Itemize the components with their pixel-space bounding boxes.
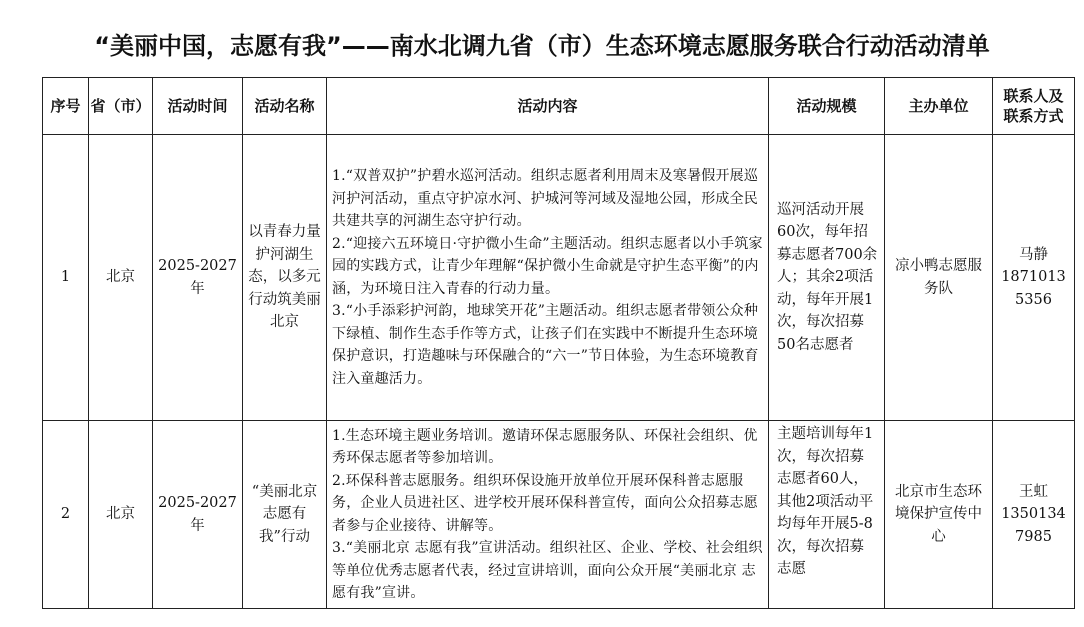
row-contact — [993, 421, 1075, 609]
table-row — [43, 135, 1075, 421]
header-content: 活动内容 — [327, 78, 769, 135]
header-scale: 活动规模 — [769, 78, 885, 135]
header-organizer: 主办单位 — [885, 78, 993, 135]
content-item: 1.“双普双护”护碧水巡河活动。组织志愿者利用周末及寒暑假开展巡河护河活动，重点守护凉水河、护城河等河域及湿地公园，形成全民共建共享的河湖生态守护行动。 — [332, 168, 759, 229]
content-item: 2.“迎接六五环境日·守护微小生命”主题活动。组织志愿者以小手筑家园的实践方式，让青少年理解“保护微小生命就是守护生态平衡”的内涵，为环境日注入青春的行动力量。 — [332, 235, 763, 297]
row-activity-scale: 主题培训每年1次，每次招募志愿者60人，其他2项活动平均每年开展5-8次，每次招募志愿 — [769, 421, 885, 609]
row-index: 2 — [43, 421, 89, 609]
row-contact — [993, 135, 1075, 421]
content-item: 3.“美丽北京 志愿有我”宣讲活动。组织社区、企业、学校、社会组织等单位优秀志愿者代表，经过宣讲培训，面向公众开展“美丽北京 志愿有我”宣讲。 — [332, 540, 763, 601]
activity-table — [42, 77, 1075, 609]
table-row — [43, 421, 1075, 609]
document-title: “美丽中国，志愿有我”——南水北调九省（市）生态环境志愿服务联合行动活动清单 — [94, 32, 990, 60]
contact-phone: 18710135356 — [1001, 269, 1066, 308]
row-activity-name: “美丽北京 志愿有我”行动 — [243, 421, 327, 609]
row-province: 北京 — [89, 135, 153, 421]
row-activity-content — [327, 135, 769, 421]
contact-name: 马静 — [1019, 246, 1048, 263]
contact-name: 王虹 — [1019, 483, 1048, 500]
row-time: 2025-2027年 — [153, 135, 243, 421]
content-item: 1.生态环境主题业务培训。邀请环保志愿服务队、环保社会组织、优秀环保志愿者等参加培训。 — [332, 427, 758, 466]
row-organizer: 北京市生态环境保护宣传中心 — [885, 421, 993, 609]
row-activity-content — [327, 421, 769, 609]
header-time: 活动时间 — [153, 78, 243, 135]
header-province: 省（市） — [89, 78, 153, 135]
row-province: 北京 — [89, 421, 153, 609]
row-organizer: 凉小鸭志愿服务队 — [885, 135, 993, 421]
table-header-row — [43, 78, 1075, 135]
row-activity-scale: 巡河活动开展60次，每年招募志愿者700余人；其余2项活动，每年开展1次，每次招募50名志愿者 — [769, 135, 885, 421]
content-item: 3.“小手添彩护河韵，地球笑开花”主题活动。组织志愿者带领公众种下绿植、制作生态手作等方式，让孩子们在实践中不断提升生态环境保护意识，打造趣味与环保融合的“六一”节日体验，为生态环境教育注入童趣活力。 — [332, 303, 759, 387]
header-name: 活动名称 — [243, 78, 327, 135]
contact-phone: 13501347985 — [1001, 506, 1066, 545]
content-item: 2.环保科普志愿服务。组织环保设施开放单位开展环保科普志愿服务，企业人员进社区、进学校开展环保科普宣传，面向公众招募志愿者参与企业接待、讲解等。 — [332, 472, 758, 534]
row-time: 2025-2027年 — [153, 421, 243, 609]
row-index: 1 — [43, 135, 89, 421]
row-activity-name: 以青春力量护河湖生态，以多元行动筑美丽北京 — [243, 135, 327, 421]
header-contact: 联系人及联系方式 — [993, 78, 1075, 135]
header-index: 序号 — [43, 78, 89, 135]
